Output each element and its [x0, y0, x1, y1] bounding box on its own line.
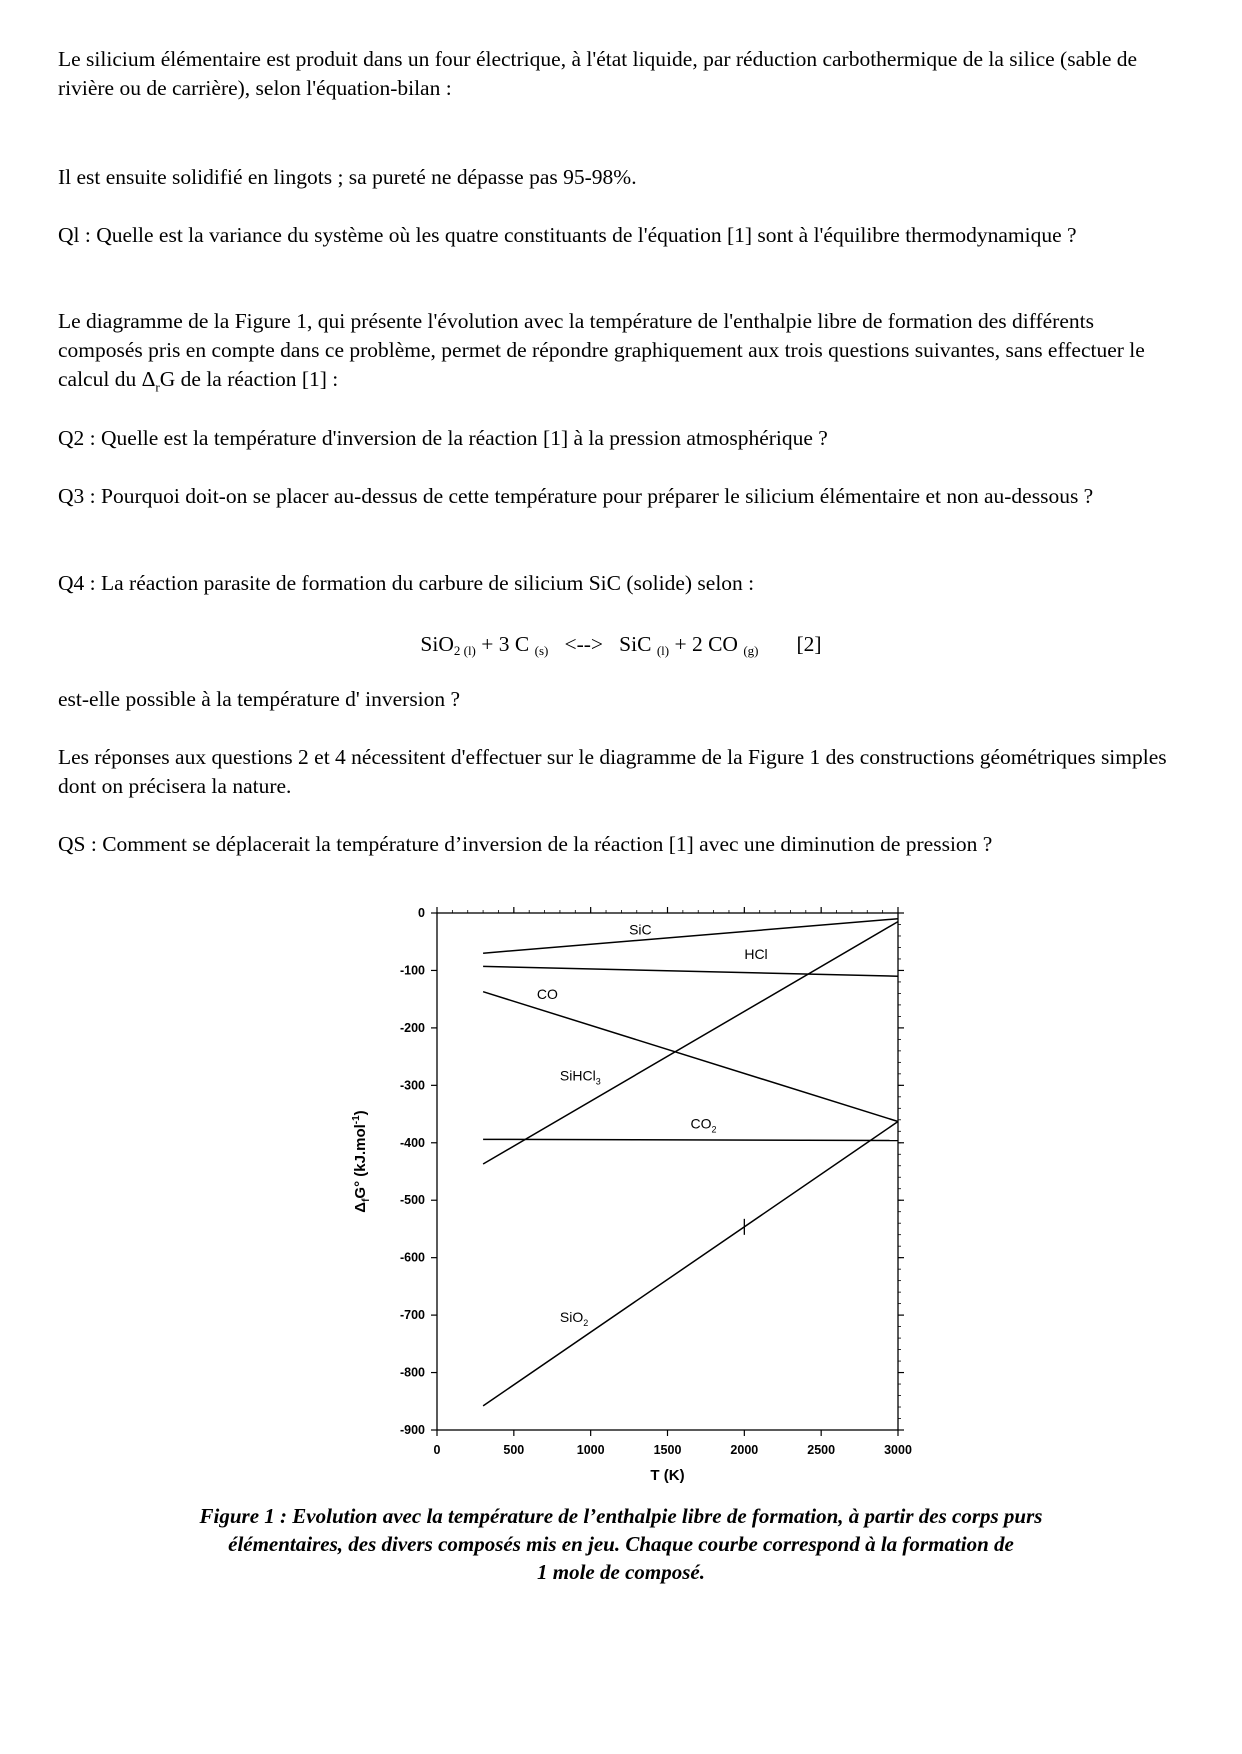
- y-tick-label: -900: [399, 1423, 425, 1437]
- follow-up-question: est-elle possible à la température d' inversion ?: [58, 687, 461, 711]
- series-line-SiC: [483, 919, 898, 953]
- question-2: Q2 : Quelle est la température d'inversion de la réaction [1] à la pression atmosphérique ?: [58, 426, 828, 450]
- series-label-CO: CO: [536, 986, 558, 1003]
- figure-caption: [0, 1502, 1242, 1586]
- purity-paragraph: Il est ensuite solidifié en lingots ; sa pureté ne dépasse pas 95-98%.: [58, 165, 637, 189]
- constructions-paragraph: Les réponses aux questions 2 et 4 nécessitent d'effectuer sur le diagramme de la Figure 1 des constructions géométriques simples dont on précisera la nature.: [58, 745, 1167, 798]
- diagram-paragraph-text-b: G de la réaction [1] :: [159, 367, 339, 391]
- y-tick-label: -100: [399, 963, 425, 978]
- x-tick-label: 2000: [730, 1443, 759, 1457]
- caption-line-3: 1 mole de composé.: [537, 1560, 705, 1584]
- y-tick-label: -800: [399, 1365, 425, 1380]
- x-axis-label: T (K): [650, 1467, 685, 1484]
- intro-paragraph: Le silicium élémentaire est produit dans un four électrique, à l'état liquide, par réduction carbothermique de la silice (sable de rivière ou de carrière), selon l'équation-bilan :: [58, 47, 1138, 100]
- x-tick-label: 1500: [653, 1443, 682, 1457]
- y-tick-label: -600: [399, 1250, 425, 1265]
- y-axis-label: $\Delta_fG^\circ$ (kJ.mol$^{-1}$): [351, 1110, 372, 1213]
- series-line-CO2: [483, 1139, 898, 1140]
- caption-line-2: élémentaires, des divers composés mis en jeu. Chaque courbe correspond à la formation de: [228, 1532, 1014, 1556]
- question-5: QS : Comment se déplacerait la température d’inversion de la réaction [1] avec une diminution de pression ?: [58, 832, 993, 856]
- delta-r-subscript: r: [155, 379, 160, 395]
- series-line-SiO2: [483, 1122, 898, 1406]
- eq-sub-2: (s): [534, 643, 549, 658]
- question-3: Q3 : Pourquoi doit-on se placer au-dessus de cette température pour préparer le silicium élémentaire et non au-dessous ?: [58, 484, 1094, 508]
- eq-sub-3: (l): [656, 643, 670, 658]
- equation-number: [2]: [796, 632, 822, 656]
- y-tick-label: -200: [399, 1020, 425, 1035]
- x-tick-label: 2500: [807, 1443, 836, 1457]
- x-tick-label: 500: [503, 1443, 525, 1457]
- series-label-SiHCl3: SiHCl$_3$: [559, 1067, 601, 1087]
- eq-sio2: SiO: [420, 632, 454, 656]
- eq-sub-1: 2 (l): [453, 643, 476, 658]
- caption-line-1: Figure 1 : Evolution avec la température de l’enthalpie libre de formation, à partir des corps purs: [199, 1504, 1043, 1528]
- y-tick-label: -500: [399, 1193, 425, 1208]
- diagram-paragraph: [58, 307, 1178, 401]
- eq-arrow: <-->: [548, 632, 620, 656]
- series-label-SiC: SiC: [629, 921, 652, 938]
- y-tick-label: -300: [399, 1078, 425, 1093]
- enthalpy-chart: [340, 895, 920, 1495]
- series-label-SiO2: SiO$_2$: [559, 1309, 589, 1329]
- question-1: Ql : Quelle est la variance du système où les quatre constituants de l'équation [1] sont à l'équilibre thermodynamique ?: [58, 223, 1077, 247]
- series-line-CO: [483, 992, 898, 1122]
- eq-co: + 2 CO: [669, 632, 744, 656]
- eq-sub-4: (g): [743, 643, 759, 658]
- y-tick-label: -700: [399, 1308, 425, 1323]
- y-tick-label: 0: [418, 906, 425, 920]
- eq-carbon: + 3 C: [475, 632, 535, 656]
- question-4: Q4 : La réaction parasite de formation du carbure de silicium SiC (solide) selon :: [58, 571, 755, 595]
- x-tick-label: 3000: [884, 1443, 912, 1457]
- series-line-HCl: [483, 966, 898, 976]
- reaction-equation-2: [0, 630, 1242, 665]
- x-tick-label: 1000: [576, 1443, 605, 1457]
- eq-sic: SiC: [619, 632, 657, 656]
- series-label-HCl: HCl: [744, 945, 768, 962]
- series-label-CO2: $CO_2$: [690, 1115, 717, 1135]
- plot-frame: [437, 913, 898, 1430]
- axes-layer: [400, 906, 912, 1457]
- diagram-paragraph-text-a: Le diagramme de la Figure 1, qui présente l'évolution avec la température de l'enthalpie libre de formation des différents composés pris en compte dans ce problème, permet de répondre graphiquement aux trois questions suivantes, sans effectuer le calcul du Δ: [58, 309, 1145, 391]
- x-tick-label: 0: [433, 1443, 441, 1457]
- y-tick-label: -400: [399, 1135, 425, 1150]
